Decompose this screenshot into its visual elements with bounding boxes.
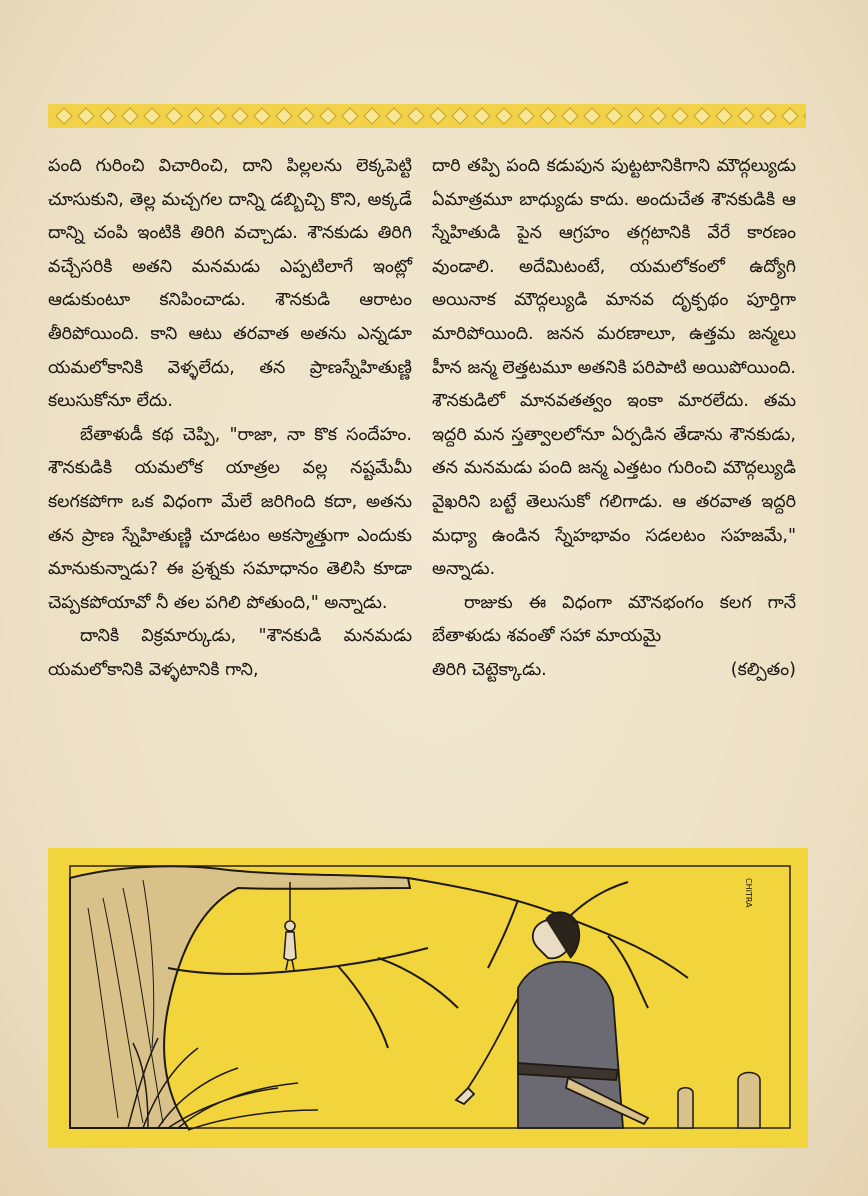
left-paragraph-1: పంది గురించి విచారించి, దాని పిల్లలను లెక్కపెట్టి చూసుకుని, తెల్ల మచ్చగల దాన్ని డబ్బిచ్చి కొని, అక్కడే దాన్ని చంపి ఇంటికి తిరిగి వచ్చాడు. శౌనకుడు తిరిగి వచ్చేసరికి అతని మనమడు ఎప్పటిలాగే ఇంట్లో ఆడుకుంటూ కనిపించాడు. శౌనకుడి ఆరాటం తీరిపోయింది. కాని ఆటు తరవాత అతను ఎన్నడూ యమలోకానికి వెళ్ళలేదు, తన ప్రాణస్నేహితుణ్ణి కలుసుకోనూ లేదు. bbox=[48, 156, 412, 412]
left-paragraph-2: బేతాళుడీ కథ చెప్పి, "రాజా, నా కొక సందేహం. శౌనకుడికి యమలోక యాత్రల వల్ల నష్టమేమీ కలగకపోగా ఒక విధంగా మేలే జరిగింది కదా, అతను తన ప్రాణ స్నేహితుణ్ణి చూడటం అకస్మాత్తుగా ఎందుకు మానుకున్నాడు? ఈ ప్రశ్నకు సమాధానం తెలిసి కూడా చెప్పకపోయావో నీ తల పగిలి పోతుంది," అన్నాడు. bbox=[48, 424, 412, 613]
right-paragraph-3 bbox=[432, 654, 796, 688]
illustration bbox=[48, 848, 808, 1148]
closing-line: తిరిగి చెట్టెక్కాడు. bbox=[432, 659, 547, 680]
right-paragraph-2: రాజుకు ఈ విధంగా మౌనభంగం కలగ గానే బేతాళుడు శవంతో సహా మాయమై bbox=[432, 592, 796, 647]
left-column bbox=[48, 150, 412, 688]
decorative-border bbox=[48, 104, 806, 128]
right-paragraph-1: దారి తప్పి పంది కడుపున పుట్టటానికిగాని మౌద్గల్యుడు ఏమాత్రమూ బాధ్యుడు కాదు. అందుచేత శౌనకుడికి ఆ స్నేహితుడి పైన ఆగ్రహం తగ్గటానికి వేరే కారణం వుండాలి. అదేమిటంటే, యమలోకంలో ఉద్యోగి అయినాక మౌద్గల్యుడి మానవ దృక్పథం పూర్తిగా మారిపోయింది. జనన మరణాలూ, ఉత్తమ జన్మలు హీన జన్మ లెత్తటమూ అతనికి పరిపాటి అయిపోయింది. శౌనకుడిలో మానవతత్వం ఇంకా మారలేదు. తమ ఇద్దరి మన స్తత్వాలలోనూ ఏర్పడిన తేడాను శౌనకుడు, తన మనమడు పంది జన్మ ఎత్తటం గురించి మౌద్గల్యుడి వైఖరిని బట్టే తెలుసుకో గలిగాడు. ఆ తరవాత ఇద్దరి మధ్యా ఉండిన స్నేహభావం సడలటం సహజమే," అన్నాడు. bbox=[432, 156, 796, 580]
left-paragraph-3: దానికి విక్రమార్కుడు, "శౌనకుడి మనమడు యమలోకానికి వెళ్ళటానికి గాని, bbox=[48, 626, 412, 680]
right-column bbox=[432, 150, 796, 688]
fiction-tag: (కల్పితం) bbox=[730, 659, 796, 680]
artist-signature: CHITRA bbox=[744, 878, 753, 908]
